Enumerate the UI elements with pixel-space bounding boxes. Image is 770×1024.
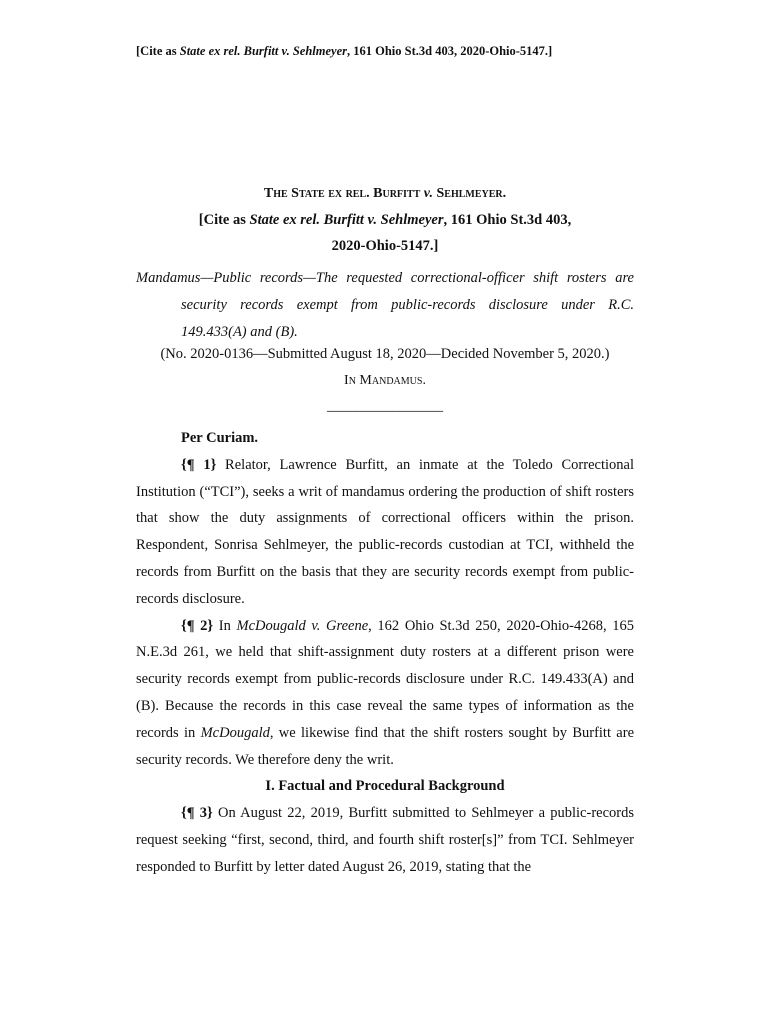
paragraph-2-case2: McDougald	[200, 724, 270, 741]
paragraph-2-pre: In	[213, 617, 237, 634]
case-title-relator: The State ex rel. Burfitt	[263, 186, 421, 201]
paragraph-3-mark: {¶ 3}	[181, 805, 213, 822]
header-case-name: State ex rel. Burfitt v. Sehlmeyer	[179, 44, 347, 58]
paragraph-2-mid: , 162 Ohio St.3d 250, 2020-Ohio-4268, 165 N.E.3d 261, we held that shift-assignment duty rosters at a different prison were security records exempt from public-records disclosure under R.C. 149.433(A) and (B). Because the records in this case reveal the same types of information as the records in	[136, 617, 634, 741]
case-title-v: v.	[423, 186, 433, 201]
syllabus-line-2: security records exempt from public-records disclosure under R.C.	[181, 297, 634, 313]
proceeding-label: In Mandamus.	[344, 373, 426, 388]
caption-cite-case: State ex rel. Burfitt v. Sehlmeyer	[249, 212, 444, 228]
caption-citation	[0, 212, 770, 229]
paragraph-3	[136, 800, 634, 880]
header-cite-suffix: , 161 Ohio St.3d 403, 2020-Ohio-5147.]	[346, 44, 553, 58]
docket-line: (No. 2020-0136—Submitted August 18, 2020—Decided November 5, 2020.)	[160, 346, 610, 362]
paragraph-2-case: McDougald v. Greene	[236, 617, 369, 634]
syllabus-line-1: Mandamus—Public records—The requested correctional-officer shift rosters are	[136, 270, 634, 286]
paragraph-2-mark: {¶ 2}	[181, 617, 214, 634]
header-cite-prefix: [Cite as	[136, 44, 180, 58]
caption-citation-line2: 2020-Ohio-5147.]	[331, 238, 439, 254]
caption-cite-suffix: , 161 Ohio St.3d 403,	[443, 212, 572, 228]
paragraph-1-mark: {¶ 1}	[181, 456, 217, 473]
caption-cite-prefix: [Cite as	[198, 212, 250, 228]
case-title-respondent: Sehlmeyer.	[436, 186, 507, 201]
header-citation	[136, 44, 552, 59]
syllabus-line-3: 149.433(A) and (B).	[181, 324, 298, 340]
paragraph-3-text: On August 22, 2019, Burfitt submitted to Sehlmeyer a public-records request seeking “first, second, third, and fourth shift roster[s]” from TCI. Sehlmeyer responded to Burfitt by letter dated August 26, 2019, stating that the	[136, 805, 634, 875]
separator-rule: ________________	[327, 398, 443, 414]
section-heading: I. Factual and Procedural Background	[265, 778, 505, 795]
per-curiam-heading: Per Curiam.	[181, 430, 259, 446]
paragraph-1-text: Relator, Lawrence Burfitt, an inmate at the Toledo Correctional Institution (“TCI”), seeks a writ of mandamus ordering the production of shift rosters that show the duty assignments of correctional officers within the prison. Respondent, Sonrisa Sehlmeyer, the public-records custodian at TCI, withheld the records from Burfitt on the basis that they are security records exempt from public-records disclosure.	[136, 456, 634, 607]
paragraph-2	[136, 613, 634, 774]
case-title	[0, 186, 770, 202]
opinion-body	[136, 425, 634, 881]
paragraph-2-post: , we likewise find that the shift rosters sought by Burfitt are security records. We therefore deny the writ.	[136, 724, 635, 768]
paragraph-1	[136, 452, 634, 613]
syllabus	[136, 265, 634, 346]
